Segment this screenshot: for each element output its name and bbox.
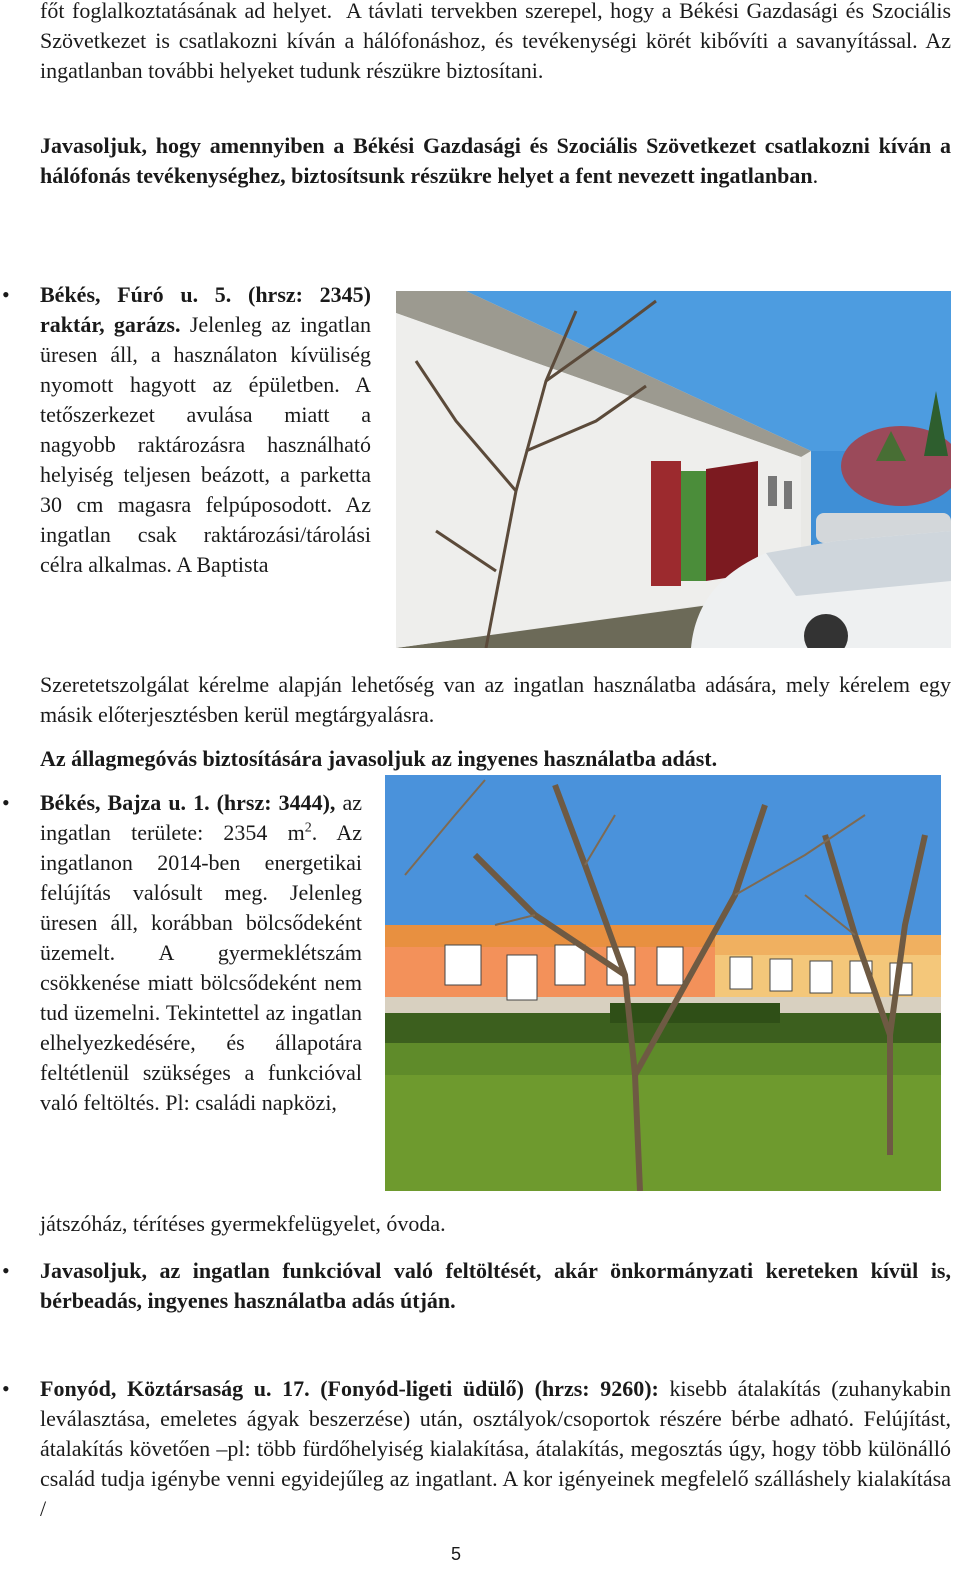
item-1-text (40, 280, 371, 580)
item-2-text (40, 788, 362, 1118)
warehouse-photo-graphic (396, 291, 951, 648)
item-2-title: Békés, Bajza u. 1. (hrsz: 3444), (40, 790, 336, 815)
intro-text-a: főt foglalkoztatásának ad helyet. (40, 0, 333, 23)
item-2-sup: 2 (304, 820, 312, 836)
item-1-recommendation-text: Az állagmegóvás biztosítására javasoljuk az ingyenes használatba adást. (40, 746, 718, 771)
item-2-body-a: az ingatlan területe: 2354 m (40, 790, 362, 845)
item-2-body-b: . Az ingatlanon 2014-ben energetikai felújítás valósult meg. Jelenleg üresen áll, korábban bölcsődeként üzemelt. A gyermeklétszám csökkenése miatt bölcsődeként nem tud üzemelni. Tekintettel az ingatlan elhelyezkedésére, és állapotára feltétlenül szükséges a funkcióval való feltöltés. Pl: családi napközi, (40, 820, 362, 1115)
intro-paragraph (40, 0, 951, 86)
warehouse-photo (396, 291, 951, 648)
item-2-body-cont: játszóház, térítéses gyermekfelügyelet, óvoda. (40, 1211, 446, 1236)
item-1-body: Jelenleg az ingatlan üresen áll, a használaton kívüliség nyomott hagyott az épületben. A tetőszerkezet avulása miatt a nagyobb raktározásra használható helyiség teljesen beázott, a parketta 30 cm magasra felpúposodott. Az ingatlan csak raktározási/tárolási célra alkalmas. A Baptista (40, 312, 371, 577)
recommendation-1-end: . (812, 163, 819, 188)
bullet-item-2: • (2, 790, 10, 815)
bullet-item-4: • (2, 1376, 10, 1401)
recommendation-1-text: Javasoljuk, hogy amennyiben a Békési Gazdasági és Szociális Szövetkezet csatlakozni kíván a hálófonás tevékenységhez, biztosítsunk részükre helyet a fent nevezett ingatlanban (40, 133, 951, 188)
item-1-continuation (40, 670, 951, 730)
item-1-recommendation (40, 744, 951, 774)
intro-text-b: A távlati tervekben szerepel, hogy a Békési Gazdasági és Szociális Szövetkezet is csatlakozni kíván a hálófonáshoz, és tevékenységi körét kibővíti a savanyítással. Az ingatlanban további helyeket tudunk részükre biztosítani. (40, 0, 952, 83)
item-4-body: kisebb átalakítás (zuhanykabin leválasztása, emeletes ágyak beszerzése) után, osztályok/csoportok részére bérbe adható. Felújítást, átalakítás követően –pl: több fürdőhelyiség kialakítása, átalakítás, megosztás úgy, hogy több különálló család tudja igénybe venni egyidejűleg az ingatlant. A kor igényeinek megfelelő szálláshely kialakítása / (40, 1376, 951, 1521)
item-3-recommendation: Javasoljuk, az ingatlan funkcióval való feltöltését, akár önkormányzati kereteken kívül is, bérbeadás, ingyenes használatba adás útján. (40, 1258, 951, 1313)
item-1-body-cont: Szeretetszolgálat kérelme alapján lehetőség van az ingatlan használatba adására, mely kérelem egy másik előterjesztésben kerül megtárgyalásra. (40, 672, 951, 727)
item-4-title: Fonyód, Köztársaság u. 17. (Fonyód-ligeti üdülő) (hrzs: 9260): (40, 1376, 659, 1401)
item-2-continuation (40, 1209, 951, 1239)
item-4-text (40, 1374, 951, 1524)
nursery-photo (385, 775, 941, 1191)
recommendation-1 (40, 131, 951, 191)
bullet-item-3: • (2, 1258, 10, 1283)
page-number: 5 (450, 1544, 461, 1564)
item-3-text (40, 1256, 951, 1316)
bullet-item-1: • (2, 282, 10, 307)
nursery-photo-graphic (385, 775, 941, 1191)
item-1-title: Békés, Fúró u. 5. (hrsz: 2345) raktár, garázs. (40, 282, 371, 337)
